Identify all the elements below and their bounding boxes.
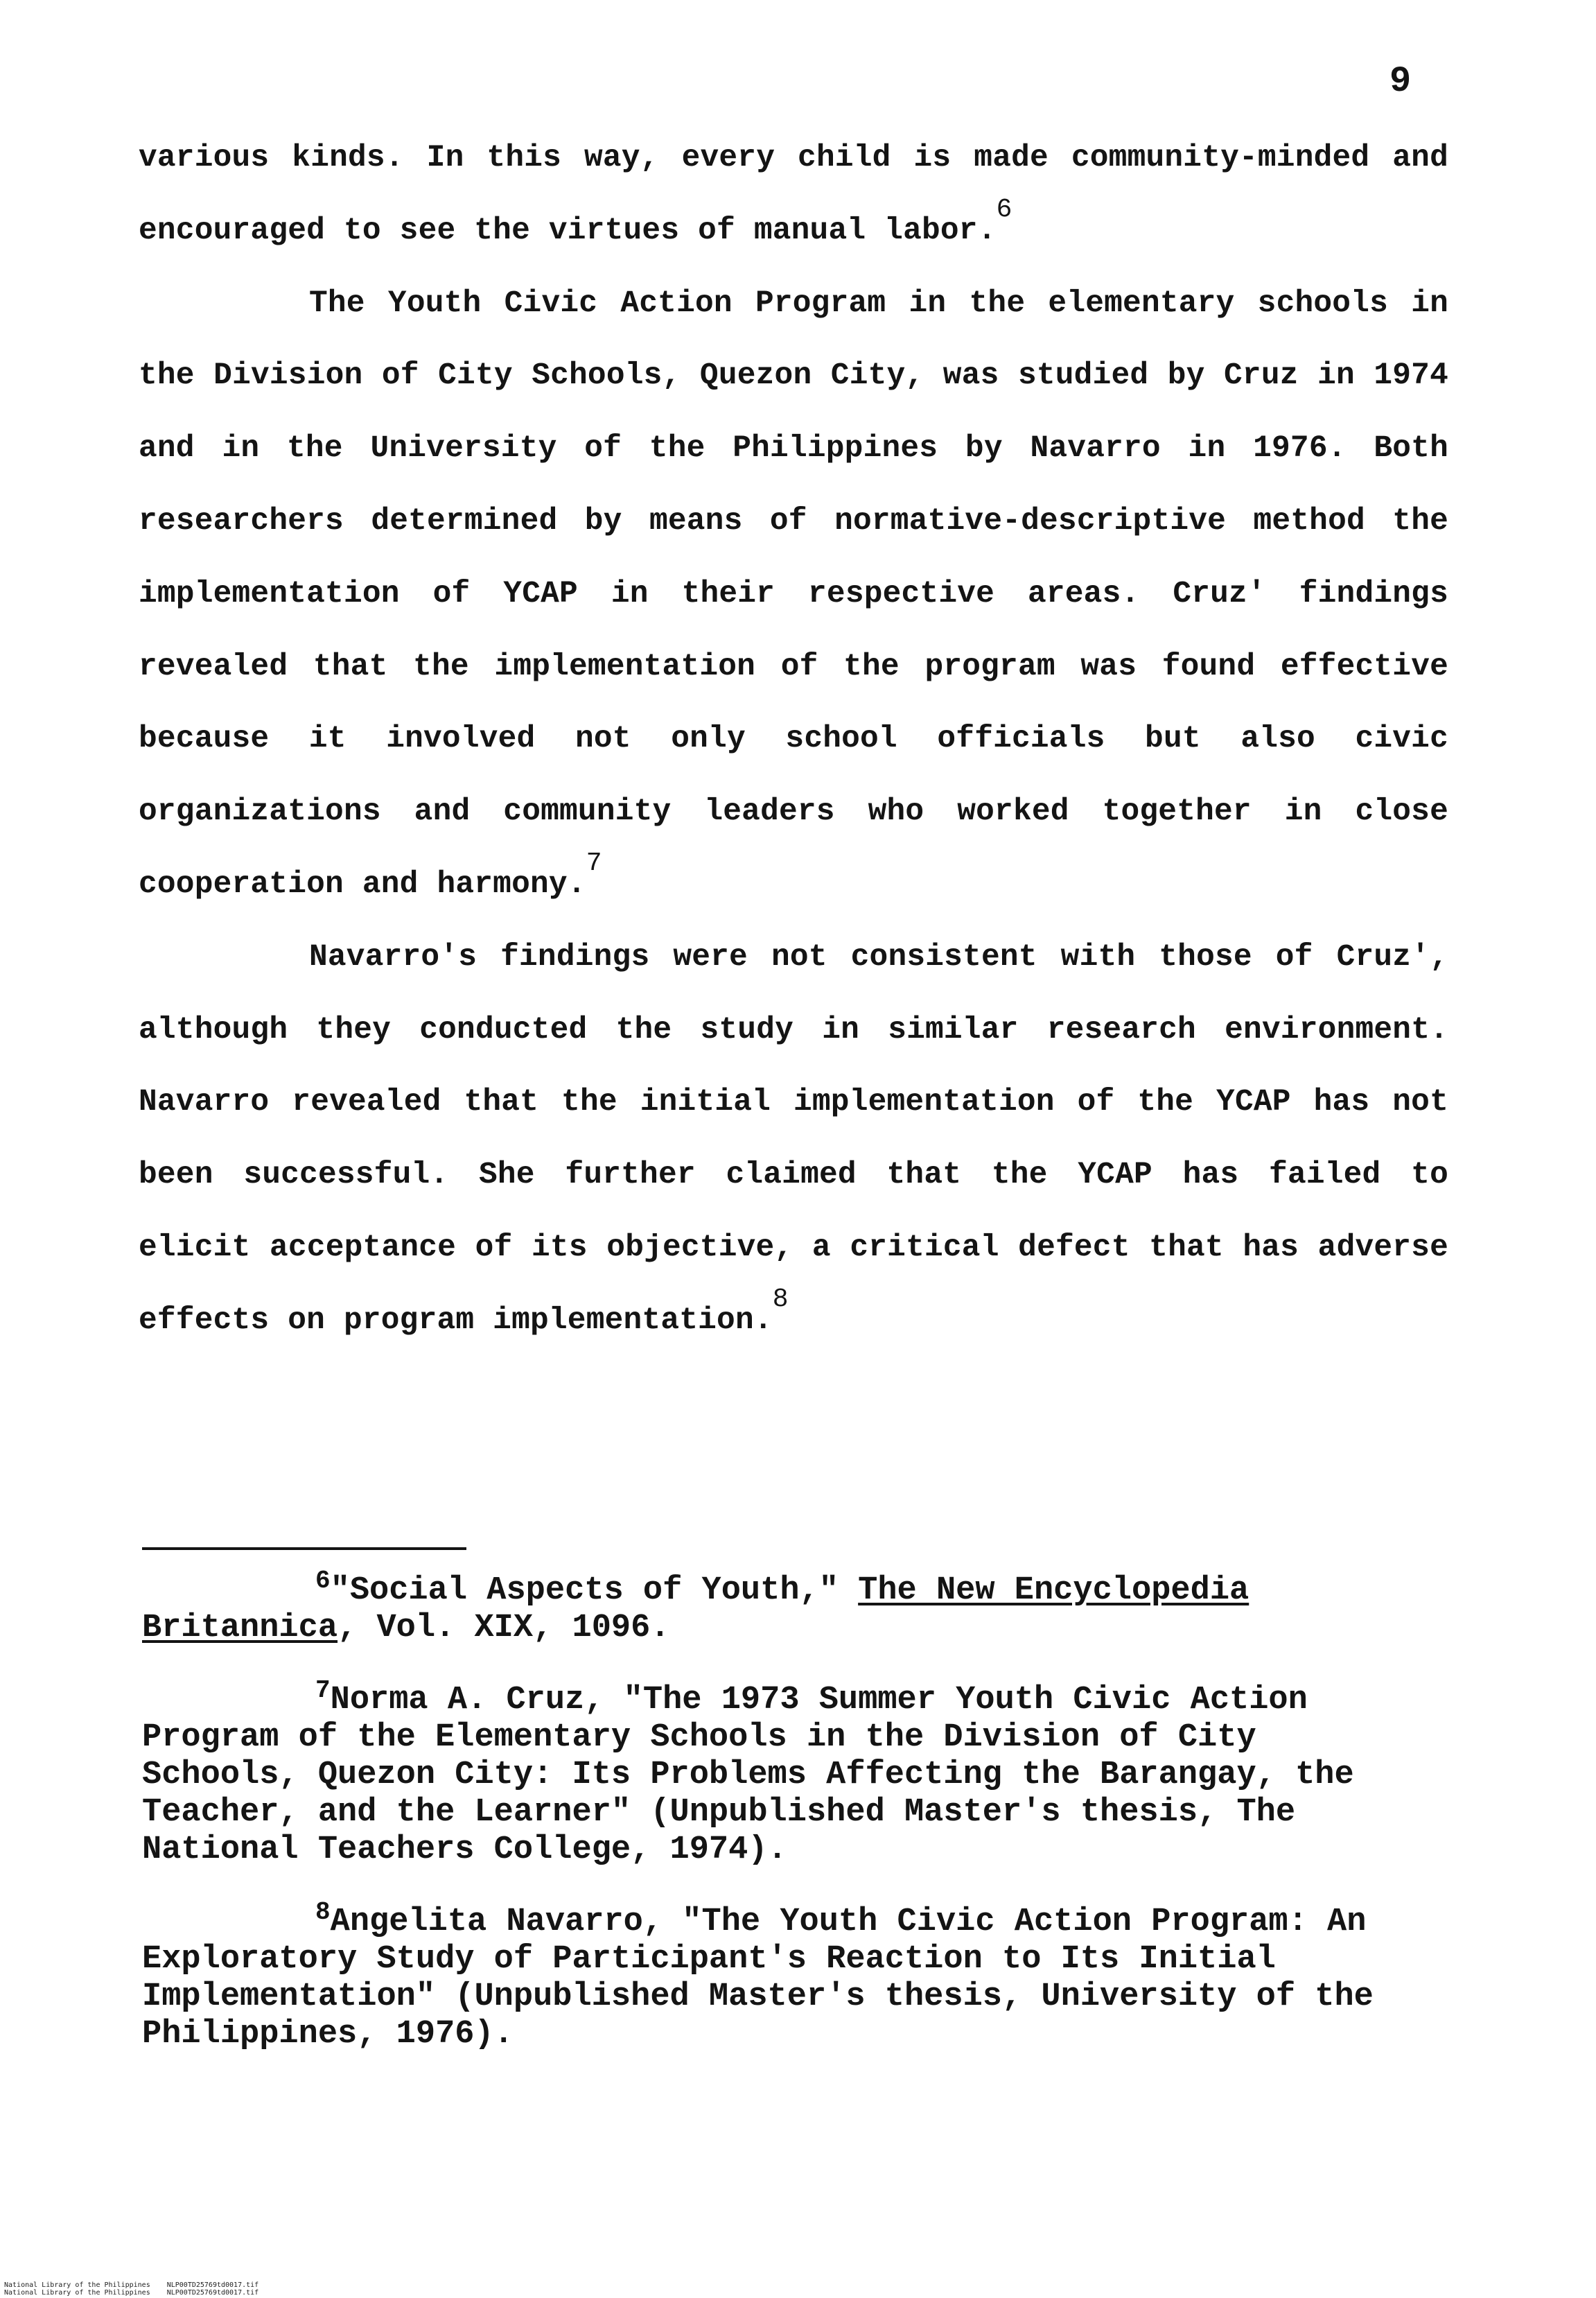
paragraph (139, 122, 1448, 268)
footnote-title: The New Encyclopedia Britannica (142, 1572, 1249, 1646)
footnote-ref: 8 (772, 1284, 789, 1314)
footnote-ref: 6 (996, 194, 1012, 225)
scan-footer-line (4, 2289, 275, 2297)
footnote (142, 1898, 1410, 2053)
footnote-text: Angelita Navarro, "The Youth Civic Action Program: An Exploratory Study of Participant's Reaction to Its Initial Implementation" (Unpublished Master's thesis, University of the Philippines, 1976). (142, 1904, 1374, 2053)
footnote-number: 6 (315, 1567, 331, 1595)
footnote-text: Norma A. Cruz, "The 1973 Summer Youth Civic Action Program of the Elementary Schools in the Division of City Schools, Quezon City: Its Problems Affecting the Barangay, the Teacher, and the Learner" (Unpublished Master's thesis, The National Teachers College, 1974). (142, 1682, 1354, 1868)
footnotes (142, 1567, 1410, 2088)
footnote-text: , Vol. XIX, 1096. (337, 1610, 670, 1646)
scan-footer-line (4, 2281, 275, 2289)
library-name: National Library of the Philippines (4, 2281, 150, 2289)
footnote (142, 1676, 1410, 1869)
paragraph-text: various kinds. In this way, every child is made community-minded and encouraged to see the virtues of manual labor. (139, 141, 1448, 248)
footnote-number: 7 (315, 1676, 331, 1705)
paragraph (139, 268, 1448, 921)
paragraph-text: The Youth Civic Action Program in the elementary schools in the Division of City Schools, Quezon City, was studied by Cruz in 1974 and in the University of the Philippines by Navarro in 1976. Both researchers determined by means of normative-descriptive method the implementation of YCAP in their respective areas. Cruz' findings revealed that the implementation of the program was found effective because it involved not only school officials but also civic organizations and community leaders who worked together in close cooperation and harmony. (139, 286, 1448, 902)
footnote-number: 8 (315, 1898, 331, 1926)
footnote-ref: 7 (586, 848, 602, 878)
paragraph-text: Navarro's findings were not consistent with those of Cruz', although they conducted the study in similar research environment. Navarro revealed that the initial implementation of the YCAP has not been successful. She further claimed that the YCAP has failed to elicit acceptance of its objective, a critical defect that has adverse effects on program implementation. (139, 939, 1448, 1338)
file-name: NLP00TD25769td0017.tif (166, 2289, 259, 2297)
footnote-divider (142, 1547, 466, 1550)
page-number: 9 (1389, 61, 1412, 102)
library-name: National Library of the Philippines (4, 2289, 150, 2297)
file-name: NLP00TD25769td0017.tif (166, 2281, 259, 2289)
footnote (142, 1567, 1410, 1647)
scan-footer (4, 2281, 275, 2297)
body-text (139, 122, 1448, 1357)
footnote-text: "Social Aspects of Youth," (330, 1572, 859, 1609)
paragraph (139, 921, 1448, 1357)
